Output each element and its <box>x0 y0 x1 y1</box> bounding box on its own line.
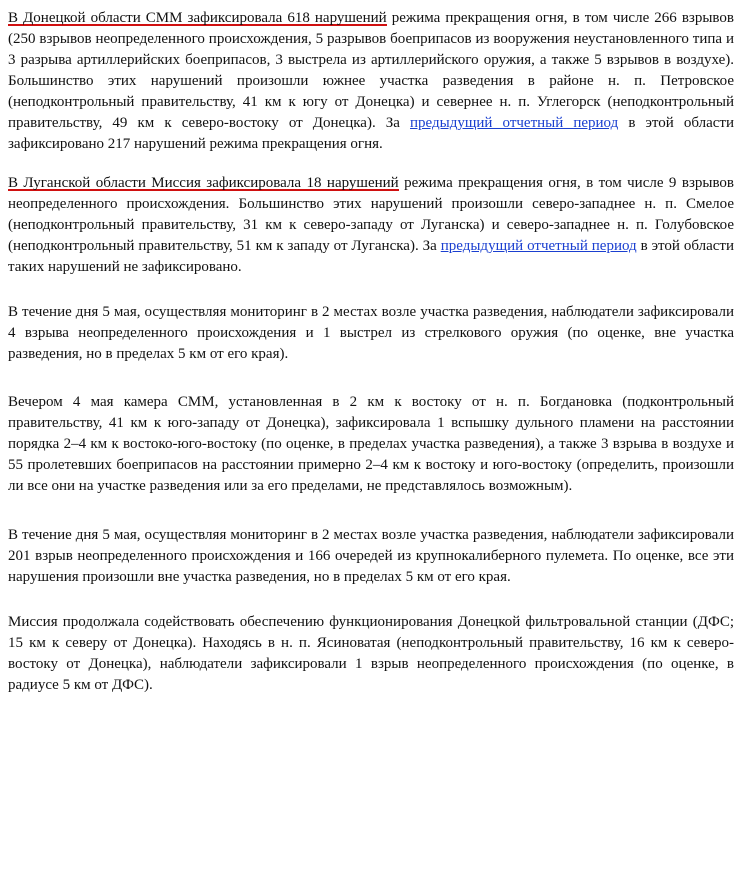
donetsk-text-2: в этой области зафиксировано 217 нарушений режима прекращения огня. <box>8 115 735 152</box>
donetsk-summary-highlight: В Донецкой области СММ зафиксировала 618 нарушений <box>8 10 387 26</box>
document-body <box>8 8 734 696</box>
previous-period-link-donetsk[interactable]: предыдущий отчетный период <box>410 115 619 131</box>
paragraph-donetsk-region <box>8 8 734 155</box>
paragraph-may5-monitoring-2: В течение дня 5 мая, осуществляя мониторинг в 2 местах возле участка разведения, наблюдатели зафиксировали 201 взрыв неопределенного происхождения и 166 очередей из крупнокалиберного пулемета. По оценке, все эти нарушения произошли вне участка разведения, но в пределах 5 км от его края. <box>8 527 734 585</box>
paragraph-bohdanivka-camera: Вечером 4 мая камера СММ, установленная в 2 км к востоку от н. п. Богдановка (подконтрольный правительству, 41 км к юго-западу от Донецка), зафиксировала 1 вспышку дульного пламени на расстоянии порядка 2–4 км к востоко-юго-востоку (по оценке, в пределах участка разведения), а также 3 взрыва в воздухе и 55 пролетевших боеприпасов на расстоянии примерно 2–4 км к востоку и юго-востоку (определить, произошли ли все они на участке разведения или за его пределами, не представлялось возможным). <box>8 394 734 494</box>
luhansk-summary-highlight: В Луганской области Миссия зафиксировала 18 нарушений <box>8 175 399 191</box>
donetsk-text-1: режима прекращения огня, в том числе 266 взрывов (250 взрывов неопределенного происхождения, 5 разрывов боеприпасов из вооружения неустановленного типа и 3 разрыва артиллерийских боеприпасов, 3 выстрела из артиллерийского оружия, а также 5 взрывов в воздухе). Большинство этих нарушений произошли южнее участка разведения в районе н. п. Петровское (неподконтрольный правительству, 41 км к югу от Донецка) и севернее н. п. Углегорск (неподконтрольный правительству, 49 км к северо-востоку от Донецка). За <box>8 10 734 131</box>
paragraph-luhansk-region <box>8 173 734 278</box>
previous-period-link-luhansk[interactable]: предыдущий отчетный период <box>440 238 637 254</box>
paragraph-may5-monitoring-1: В течение дня 5 мая, осуществляя мониторинг в 2 местах возле участка разведения, наблюдатели зафиксировали 4 взрыва неопределенного происхождения и 1 выстрел из стрелкового оружия (по оценке, вне участка разведения, но в пределах 5 км от его края). <box>8 304 734 362</box>
luhansk-text-1: режима прекращения огня, в том числе 9 взрывов неопределенного происхождения. Большинство этих нарушений произошли северо-западнее н. п. Смелое (неподконтрольный правительству, 31 км к северо-западу от Луганска) и северо-западнее н. п. Голубовское (неподконтрольный правительству, 51 км к западу от Луганска). За <box>8 175 735 254</box>
luhansk-text-2: в этой области таких нарушений не зафиксировано. <box>8 238 735 275</box>
paragraph-dfs-station: Миссия продолжала содействовать обеспечению функционирования Донецкой фильтровальной станции (ДФС; 15 км к северу от Донецка). Находясь в н. п. Ясиноватая (неподконтрольный правительству, 16 км к северо-востоку от Донецка), наблюдатели зафиксировали 1 взрыв неопределенного происхождения (по оценке, в радиусе 5 км от ДФС). <box>8 614 734 693</box>
